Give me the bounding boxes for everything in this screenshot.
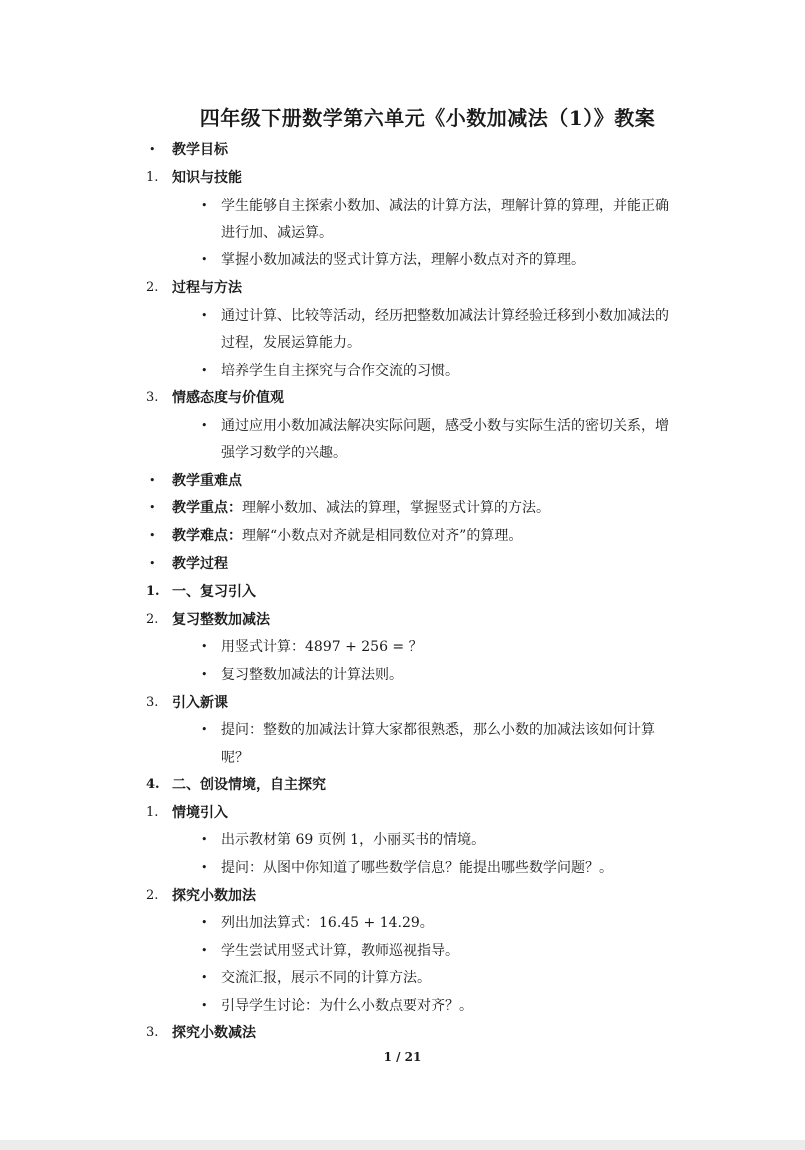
section-heading: 二、创设情境，自主探究 [172, 777, 326, 793]
subsection-heading: 知识与技能 [172, 170, 242, 186]
list-item [0, 964, 805, 992]
list-item [0, 357, 805, 385]
paragraph-text: 通过计算、比较等活动，经历把整数加减法计算经验迁移到小数加减法的 [221, 308, 669, 324]
document-title: 四年级下册数学第六单元《小数加减法（1）》教案 [199, 106, 656, 130]
number-marker: 3. [146, 695, 159, 710]
bullet-marker: • [201, 861, 208, 874]
bullet-marker: • [201, 668, 208, 681]
paragraph-text: 引导学生讨论：为什么小数点要对齐？。 [221, 998, 473, 1014]
section-heading: 教学过程 [172, 556, 228, 572]
section-heading: 教学重难点 [172, 473, 242, 489]
number-marker: 1. [146, 170, 159, 185]
key-point-text [172, 494, 550, 522]
list-item [0, 192, 805, 220]
list-item [0, 992, 805, 1020]
list-item-continuation [0, 439, 805, 467]
paragraph-text: 掌握小数加减法的竖式计算方法，理解小数点对齐的算理。 [221, 252, 585, 268]
list-item [0, 799, 805, 827]
list-item [0, 578, 805, 606]
list-item [0, 689, 805, 717]
subsection-heading: 探究小数加法 [172, 888, 256, 904]
list-item [0, 826, 805, 854]
page-number: 1 / 21 [383, 1050, 422, 1064]
list-item [0, 136, 805, 164]
number-marker: 2. [146, 280, 159, 295]
paragraph-text: 过程，发展运算能力。 [221, 335, 361, 351]
paragraph-text: 通过应用小数加减法解决实际问题，感受小数与实际生活的密切关系，增 [221, 418, 669, 434]
bullet-marker: • [201, 419, 208, 432]
subsection-heading: 引入新课 [172, 695, 228, 711]
list-item [0, 246, 805, 274]
bullet-marker: • [201, 640, 208, 653]
paragraph-text: 呢？ [221, 750, 249, 766]
list-item-continuation [0, 219, 805, 247]
list-item [0, 771, 805, 799]
subsection-heading: 探究小数减法 [172, 1025, 256, 1041]
bullet-marker: • [201, 999, 208, 1012]
bullet-marker: • [149, 501, 156, 514]
list-item [0, 854, 805, 882]
paragraph-text: 培养学生自主探究与合作交流的习惯。 [221, 363, 459, 379]
paragraph-text: 学生尝试用竖式计算，教师巡视指导。 [221, 943, 459, 959]
paragraph-text: 提问：从图中你知道了哪些数学信息？能提出哪些数学问题？。 [221, 860, 613, 876]
paragraph-text: 强学习数学的兴趣。 [221, 445, 347, 461]
subsection-heading: 复习整数加减法 [172, 612, 270, 628]
bullet-marker: • [201, 833, 208, 846]
list-item [0, 716, 805, 744]
key-point-label: 教学重点： [172, 500, 242, 516]
section-heading: 教学目标 [172, 142, 228, 158]
paragraph-text: 交流汇报，展示不同的计算方法。 [221, 970, 431, 986]
list-item [0, 467, 805, 495]
list-item [0, 1019, 805, 1047]
list-item [0, 384, 805, 412]
paragraph-text: 复习整数加减法的计算法则。 [221, 667, 403, 683]
list-item [0, 633, 805, 661]
bullet-marker: • [201, 309, 208, 322]
list-item-continuation [0, 744, 805, 772]
bullet-marker: • [201, 199, 208, 212]
bullet-marker: • [201, 944, 208, 957]
number-marker: 1. [146, 584, 160, 599]
list-item-continuation [0, 329, 805, 357]
difficult-point-text [172, 522, 522, 550]
section-heading: 一、复习引入 [172, 584, 256, 600]
number-marker: 3. [146, 1025, 159, 1040]
paragraph-text: 提问：整数的加减法计算大家都很熟悉，那么小数的加减法该如何计算 [221, 722, 655, 738]
paragraph-text: 用竖式计算：4897 + 256 = ？ [221, 639, 423, 655]
bullet-marker: • [201, 723, 208, 736]
paragraph-text: 学生能够自主探索小数加、减法的计算方法，理解计算的算理，并能正确 [221, 198, 669, 214]
bullet-marker: • [149, 557, 156, 570]
paragraph-text: 列出加法算式：16.45 + 14.29。 [221, 915, 434, 931]
bullet-marker: • [201, 364, 208, 377]
list-item [0, 882, 805, 910]
paragraph-text: 出示教材第 69 页例 1，小丽买书的情境。 [221, 832, 486, 848]
list-item [0, 661, 805, 689]
list-item [0, 412, 805, 440]
list-item [0, 606, 805, 634]
number-marker: 1. [146, 805, 159, 820]
bullet-marker: • [149, 474, 156, 487]
difficult-point-body: 理解“小数点对齐就是相同数位对齐”的算理。 [242, 528, 523, 544]
list-item [0, 494, 805, 522]
subsection-heading: 情感态度与价值观 [172, 390, 284, 406]
key-point-body: 理解小数加、减法的算理，掌握竖式计算的方法。 [242, 500, 550, 516]
list-item [0, 909, 805, 937]
list-item [0, 550, 805, 578]
number-marker: 2. [146, 612, 159, 627]
difficult-point-label: 教学难点： [172, 528, 242, 544]
number-marker: 3. [146, 390, 159, 405]
list-item [0, 274, 805, 302]
number-marker: 4. [146, 777, 160, 792]
subsection-heading: 情境引入 [172, 805, 228, 821]
list-item [0, 522, 805, 550]
bullet-marker: • [149, 143, 156, 156]
bullet-marker: • [149, 529, 156, 542]
bullet-marker: • [201, 916, 208, 929]
subsection-heading: 过程与方法 [172, 280, 242, 296]
bullet-marker: • [201, 253, 208, 266]
list-item [0, 937, 805, 965]
list-item [0, 302, 805, 330]
list-item [0, 164, 805, 192]
number-marker: 2. [146, 888, 159, 903]
bullet-marker: • [201, 971, 208, 984]
paragraph-text: 进行加、减运算。 [221, 225, 333, 241]
